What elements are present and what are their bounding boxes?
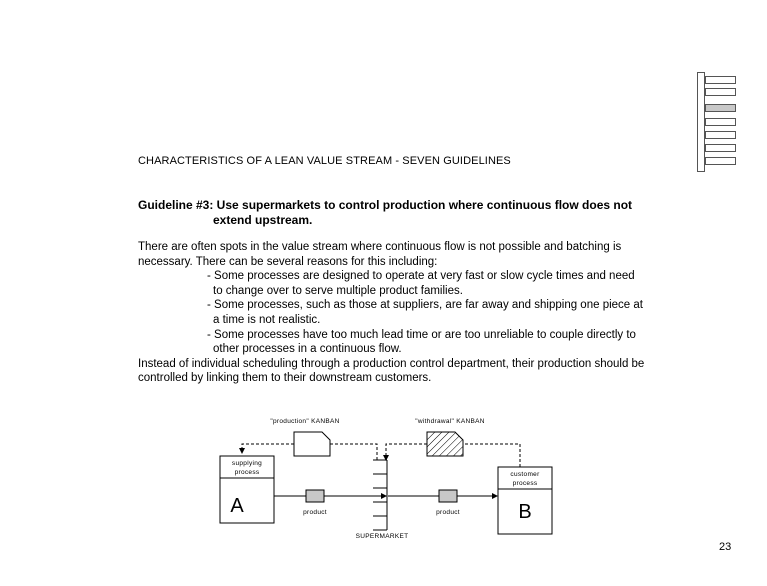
intro-line-2: necessary. There can be several reasons for this including:	[138, 255, 438, 268]
guideline-statement	[138, 198, 632, 228]
withdrawal-kanban-label: "withdrawal" KANBAN	[415, 418, 485, 425]
production-kanban-loop-left	[242, 444, 294, 453]
guideline-line-2: extend upstream.	[213, 213, 313, 227]
supermarket-label: SUPERMARKET	[355, 533, 409, 540]
guideline-tab-4	[705, 118, 736, 126]
outro-line-1: Instead of individual scheduling through a production control department, their production should be	[138, 357, 645, 370]
supplying-process-box	[220, 478, 274, 523]
product-label-right: product	[436, 509, 460, 516]
bullet-3-line-1: - Some processes have too much lead time or are too unreliable to couple directly to	[207, 328, 636, 341]
customer-label-2: process	[512, 480, 538, 487]
customer-letter: B	[518, 501, 532, 523]
guideline-tab-5	[705, 131, 736, 139]
bullet-2-line-2: a time is not realistic.	[213, 313, 321, 326]
guideline-index-spine	[697, 72, 705, 172]
body-text	[138, 240, 668, 386]
production-kanban-card	[294, 432, 330, 456]
product-label-left: product	[303, 509, 327, 516]
bullet-3-line-2: other processes in a continuous flow.	[213, 343, 402, 356]
withdrawal-kanban-loop-left	[386, 444, 427, 460]
guideline-tab-6	[705, 144, 736, 152]
guideline-tab-7	[705, 157, 736, 165]
withdrawal-kanban-card	[427, 432, 463, 456]
supermarket-shelves	[373, 460, 387, 530]
supplying-label-2: process	[234, 469, 260, 476]
production-kanban-label: "production" KANBAN	[270, 418, 340, 425]
guideline-tab-2	[705, 88, 736, 96]
supplying-label-1: supplying	[231, 460, 263, 467]
customer-label-1: customer	[510, 471, 540, 478]
product-box-left	[306, 490, 324, 502]
withdrawal-kanban-loop-right	[463, 444, 520, 467]
outro-line-2: controlled by linking them to their downstream customers.	[138, 372, 432, 385]
bullet-1-line-2: to change over to serve multiple product families.	[213, 284, 463, 297]
production-kanban-loop-right	[330, 444, 377, 460]
guideline-line-1: Guideline #3: Use supermarkets to control production where continuous flow does not	[138, 198, 633, 212]
page-number: 23	[719, 541, 732, 553]
supplying-letter: A	[230, 495, 244, 517]
page-title: CHARACTERISTICS OF A LEAN VALUE STREAM - SEVEN GUIDELINES	[138, 155, 511, 167]
guideline-tab-3	[705, 104, 736, 112]
guideline-tab-1	[705, 76, 736, 84]
bullet-1-line-1: - Some processes are designed to operate at very fast or slow cycle times and need	[207, 270, 635, 283]
product-box-right	[439, 490, 457, 502]
bullet-2-line-1: - Some processes, such as those at suppliers, are far away and shipping one piece at	[207, 299, 643, 312]
intro-line-1: There are often spots in the value stream where continuous flow is not possible and batching is	[138, 241, 622, 253]
supermarket-pull-diagram	[200, 412, 560, 544]
guideline-index	[697, 72, 739, 172]
